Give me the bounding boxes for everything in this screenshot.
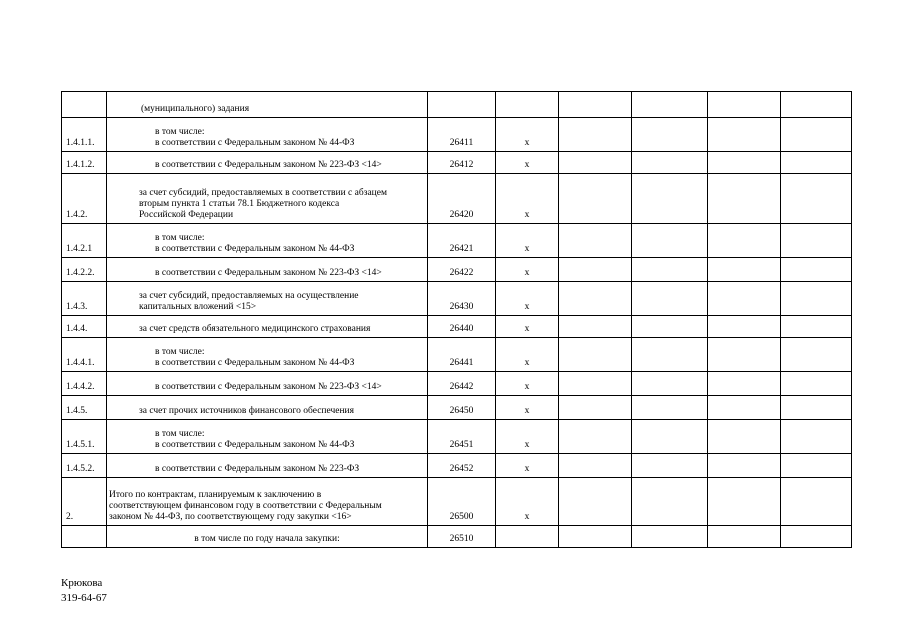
empty-value-cell [559, 258, 632, 282]
row-x-mark: x [496, 152, 559, 174]
row-code: 2. [62, 478, 107, 526]
empty-value-cell [781, 454, 852, 478]
footer-phone: 319-64-67 [61, 592, 107, 604]
empty-value-cell [708, 224, 781, 258]
row-name [107, 224, 428, 258]
row-name-line: в соответствии с Федеральным законом № 223-ФЗ <14> [155, 268, 382, 278]
row-line-number: 26441 [428, 338, 496, 372]
table-row [62, 396, 852, 420]
row-code: 1.4.4.1. [62, 338, 107, 372]
row-x-mark [496, 92, 559, 118]
empty-value-cell [708, 92, 781, 118]
row-code: 1.4.4.2. [62, 372, 107, 396]
row-name-line: в том числе: [155, 233, 205, 243]
row-code: 1.4.1.1. [62, 118, 107, 152]
row-name-line: в том числе: [155, 429, 205, 439]
empty-value-cell [559, 478, 632, 526]
row-line-number: 26412 [428, 152, 496, 174]
row-line-number: 26421 [428, 224, 496, 258]
row-x-mark: x [496, 282, 559, 316]
table-row [62, 338, 852, 372]
row-name [107, 282, 428, 316]
empty-value-cell [708, 174, 781, 224]
row-x-mark: x [496, 420, 559, 454]
row-name-line: за счет субсидий, предоставляемых в соответствии с абзацем [139, 188, 387, 198]
row-name-line: в том числе по году начала закупки: [194, 534, 340, 544]
empty-value-cell [632, 258, 708, 282]
empty-value-cell [708, 118, 781, 152]
empty-value-cell [708, 420, 781, 454]
row-line-number [428, 92, 496, 118]
row-name-line: законом № 44-ФЗ, по соответствующему году закупки <16> [109, 512, 352, 522]
row-code: 1.4.3. [62, 282, 107, 316]
empty-value-cell [632, 118, 708, 152]
row-code: 1.4.1.2. [62, 152, 107, 174]
row-name-line: в соответствии с Федеральным законом № 44-ФЗ [155, 244, 355, 254]
row-line-number: 26452 [428, 454, 496, 478]
empty-value-cell [559, 396, 632, 420]
row-name [107, 258, 428, 282]
row-name-line: в соответствии с Федеральным законом № 223-ФЗ <14> [155, 382, 382, 392]
row-x-mark: x [496, 118, 559, 152]
table-row [62, 174, 852, 224]
row-x-mark: x [496, 258, 559, 282]
empty-value-cell [632, 224, 708, 258]
table-row [62, 454, 852, 478]
empty-value-cell [781, 224, 852, 258]
empty-value-cell [708, 478, 781, 526]
table-row [62, 372, 852, 396]
row-x-mark: x [496, 372, 559, 396]
row-name [107, 396, 428, 420]
empty-value-cell [781, 316, 852, 338]
row-name [107, 454, 428, 478]
table-row [62, 224, 852, 258]
table-body [62, 92, 852, 548]
empty-value-cell [632, 396, 708, 420]
row-line-number: 26451 [428, 420, 496, 454]
empty-value-cell [632, 478, 708, 526]
empty-value-cell [708, 316, 781, 338]
empty-value-cell [632, 338, 708, 372]
table-row [62, 420, 852, 454]
row-name [107, 316, 428, 338]
row-name-line: в соответствии с Федеральным законом № 44-ФЗ [155, 358, 355, 368]
row-line-number: 26411 [428, 118, 496, 152]
empty-value-cell [708, 152, 781, 174]
row-code: 1.4.4. [62, 316, 107, 338]
empty-value-cell [708, 258, 781, 282]
empty-value-cell [708, 282, 781, 316]
row-name [107, 152, 428, 174]
empty-value-cell [559, 118, 632, 152]
empty-value-cell [559, 316, 632, 338]
row-name-line: за счет прочих источников финансового обеспечения [139, 406, 355, 416]
empty-value-cell [781, 152, 852, 174]
row-line-number: 26430 [428, 282, 496, 316]
row-x-mark: x [496, 478, 559, 526]
empty-value-cell [632, 282, 708, 316]
row-code [62, 526, 107, 548]
empty-value-cell [781, 396, 852, 420]
row-name [107, 118, 428, 152]
row-name [107, 420, 428, 454]
empty-value-cell [559, 152, 632, 174]
empty-value-cell [559, 338, 632, 372]
empty-value-cell [708, 338, 781, 372]
row-x-mark: x [496, 224, 559, 258]
empty-value-cell [559, 282, 632, 316]
empty-value-cell [781, 526, 852, 548]
table-row [62, 92, 852, 118]
empty-value-cell [632, 174, 708, 224]
table-row [62, 526, 852, 548]
empty-value-cell [781, 478, 852, 526]
row-line-number: 26442 [428, 372, 496, 396]
empty-value-cell [559, 224, 632, 258]
row-name-line: в соответствии с Федеральным законом № 44-ФЗ [155, 138, 355, 148]
row-name-line: в соответствии с Федеральным законом № 44-ФЗ [155, 440, 355, 450]
row-x-mark: x [496, 396, 559, 420]
row-name-line: вторым пункта 1 статьи 78.1 Бюджетного кодекса [139, 199, 340, 209]
empty-value-cell [632, 454, 708, 478]
row-name-line: Российской Федерации [139, 210, 234, 220]
empty-value-cell [632, 420, 708, 454]
empty-value-cell [708, 396, 781, 420]
empty-value-cell [781, 338, 852, 372]
empty-value-cell [559, 454, 632, 478]
empty-value-cell [781, 174, 852, 224]
row-code: 1.4.2.2. [62, 258, 107, 282]
empty-value-cell [632, 152, 708, 174]
row-line-number: 26422 [428, 258, 496, 282]
empty-value-cell [708, 526, 781, 548]
row-line-number: 26450 [428, 396, 496, 420]
empty-value-cell [632, 372, 708, 396]
empty-value-cell [559, 174, 632, 224]
row-x-mark: x [496, 454, 559, 478]
row-x-mark: x [496, 316, 559, 338]
row-code: 1.4.2. [62, 174, 107, 224]
row-name-line: за счет субсидий, предоставляемых на осуществление [139, 291, 359, 301]
empty-value-cell [632, 316, 708, 338]
row-name [107, 174, 428, 224]
row-name-line: в соответствии с Федеральным законом № 223-ФЗ [155, 464, 360, 474]
row-code: 1.4.2.1 [62, 224, 107, 258]
row-name [107, 338, 428, 372]
row-code: 1.4.5.2. [62, 454, 107, 478]
row-code [62, 92, 107, 118]
row-x-mark: x [496, 338, 559, 372]
row-name [107, 372, 428, 396]
row-line-number: 26510 [428, 526, 496, 548]
empty-value-cell [559, 92, 632, 118]
row-name-line: в том числе: [155, 347, 205, 357]
report-table [61, 91, 852, 548]
row-code: 1.4.5.1. [62, 420, 107, 454]
empty-value-cell [632, 526, 708, 548]
empty-value-cell [781, 258, 852, 282]
row-name [107, 92, 428, 118]
empty-value-cell [781, 92, 852, 118]
row-x-mark [496, 526, 559, 548]
table-row [62, 282, 852, 316]
empty-value-cell [632, 92, 708, 118]
row-name-line: капитальных вложений <15> [139, 302, 257, 312]
empty-value-cell [781, 372, 852, 396]
empty-value-cell [708, 372, 781, 396]
row-name-line: за счет средств обязательного медицинского страхования [139, 324, 371, 334]
empty-value-cell [559, 420, 632, 454]
table-row [62, 258, 852, 282]
row-name-line: в том числе: [155, 127, 205, 137]
empty-value-cell [781, 282, 852, 316]
table-row [62, 152, 852, 174]
row-x-mark: x [496, 174, 559, 224]
row-line-number: 26420 [428, 174, 496, 224]
empty-value-cell [781, 420, 852, 454]
row-name-line: соответствующем финансовом году в соответствии с Федеральным [109, 501, 382, 511]
table-row [62, 478, 852, 526]
footer-name: Крюкова [61, 577, 103, 589]
row-name [107, 526, 428, 548]
row-line-number: 26440 [428, 316, 496, 338]
row-line-number: 26500 [428, 478, 496, 526]
table-row [62, 316, 852, 338]
table-row [62, 118, 852, 152]
row-code: 1.4.5. [62, 396, 107, 420]
empty-value-cell [559, 526, 632, 548]
row-name [107, 478, 428, 526]
empty-value-cell [781, 118, 852, 152]
row-name-line: в соответствии с Федеральным законом № 223-ФЗ <14> [155, 160, 382, 170]
empty-value-cell [708, 454, 781, 478]
row-name-line: Итого по контрактам, планируемым к заключению в [109, 490, 322, 500]
row-name-line: (муниципального) задания [141, 104, 250, 114]
empty-value-cell [559, 372, 632, 396]
